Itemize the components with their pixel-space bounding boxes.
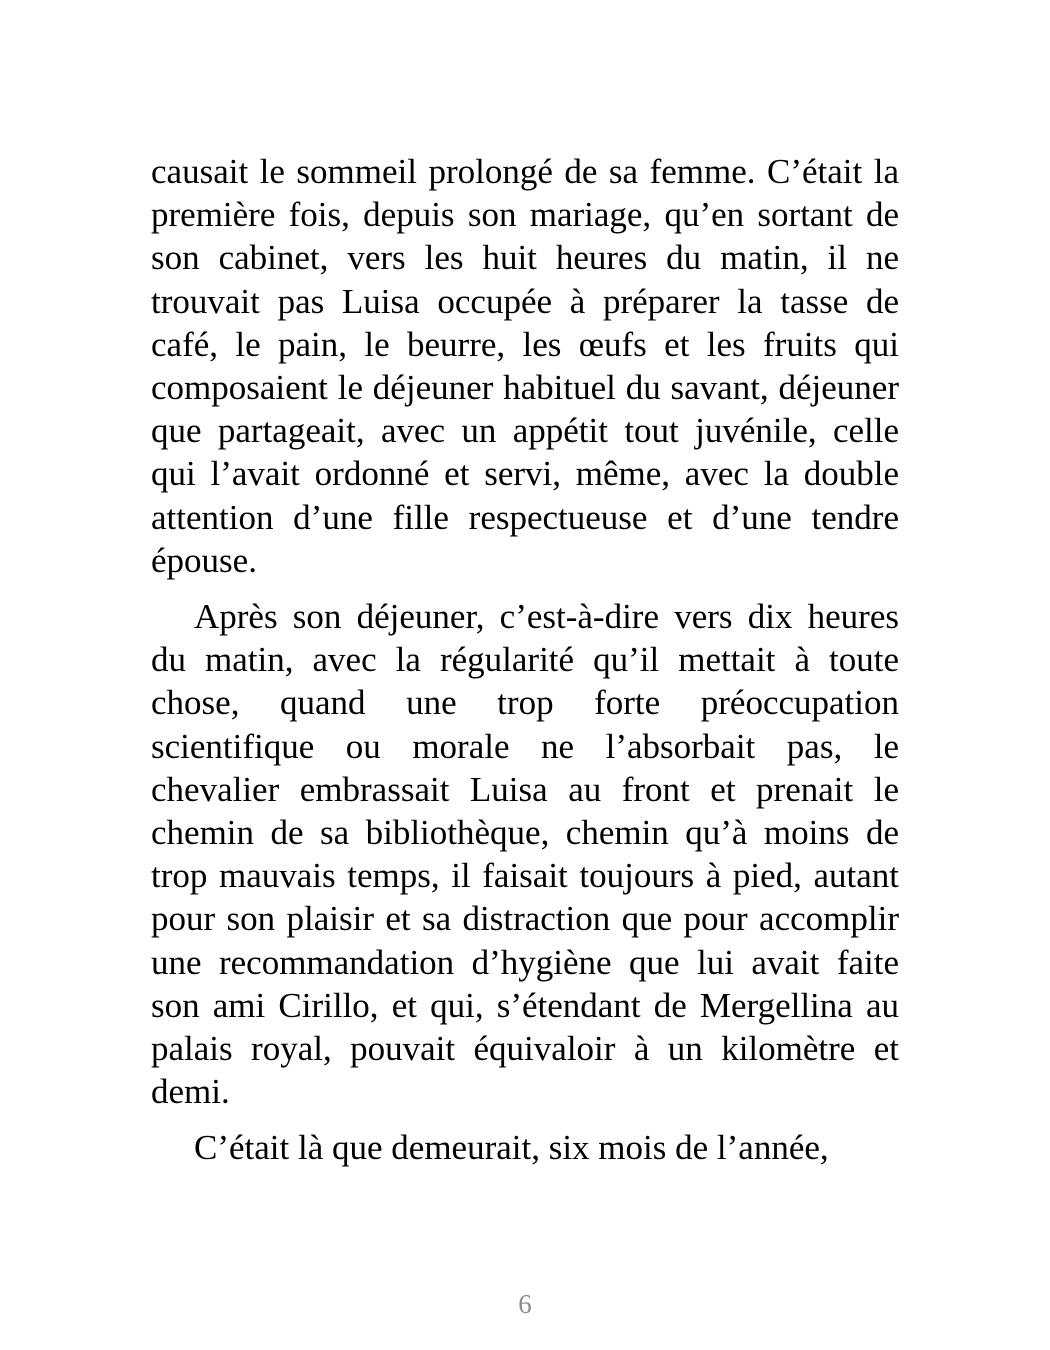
paragraph-1: causait le sommeil prolongé de sa femme. C’était la première fois, depuis son mariage, qu’en sortant de son cabinet, vers les huit heures du matin, il ne trouvait pas Luisa occupée à préparer la tasse de café, le pain, le beurre, les œufs et les fruits qui composaient le déjeuner habituel du savant, déjeuner que partageait, avec un appétit tout juvénile, celle qui l’avait ordonné et servi, même, avec la double attention d’une fille respectueuse et d’une tendre épouse. xyxy=(151,152,899,580)
body-text xyxy=(151,150,899,1170)
paragraph-3: C’était là que demeurait, six mois de l’année, xyxy=(194,1128,829,1168)
page-number: 6 xyxy=(518,1289,532,1319)
paragraph-2: Après son déjeuner, c’est-à-dire vers dix heures du matin, avec la régularité qu’il mettait à toute chose, quand une trop forte préoccupation scientifique ou morale ne l’absorbait pas, le chevalier embrassait Luisa au front et prenait le chemin de sa bibliothèque, chemin qu’à moins de trop mauvais temps, il faisait toujours à pied, autant pour son plaisir et sa distraction que pour accomplir une recommandation d’hygiène que lui avait faite son ami Cirillo, et qui, s’étendant de Mergellina au palais royal, pouvait équivaloir à un kilomètre et demi. xyxy=(151,597,899,1112)
